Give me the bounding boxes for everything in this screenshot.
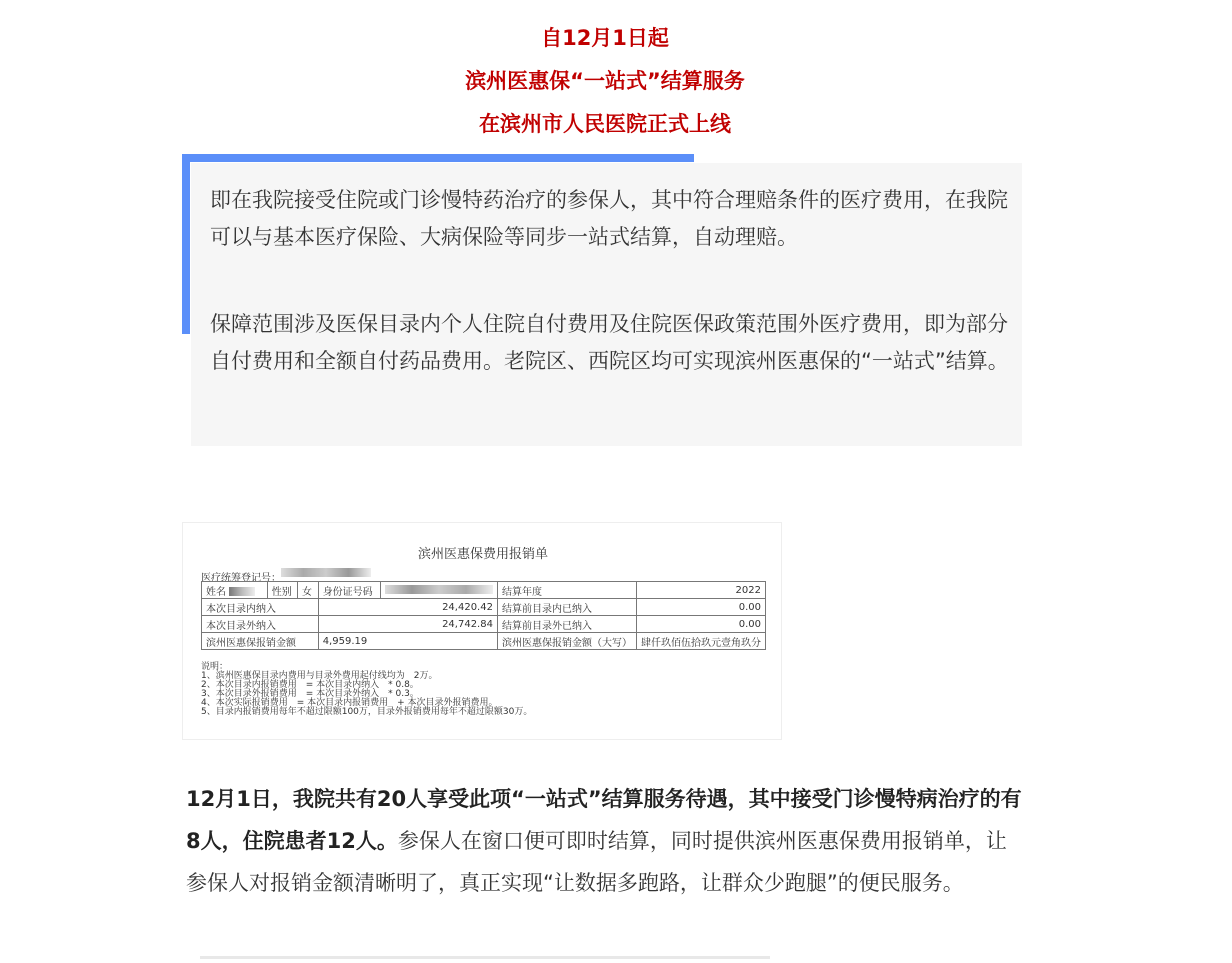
- receipt-cell-label: 结算前目录外已纳入: [497, 616, 636, 633]
- receipt-cell-label: 滨州医惠保报销金额（大写）: [497, 633, 636, 650]
- receipt-notes: [201, 663, 532, 717]
- receipt-cell-value: 24,742.84: [318, 616, 497, 633]
- receipt-name-label: 姓名: [206, 586, 226, 598]
- table-row: [202, 599, 766, 616]
- receipt-cell-label: 本次目录外纳入: [202, 616, 319, 633]
- receipt-gender-label: 性别: [267, 582, 297, 599]
- receipt-cell-value: 0.00: [637, 599, 766, 616]
- body-paragraph: [186, 778, 1026, 904]
- receipt-year-label: 结算年度: [497, 582, 636, 599]
- receipt-id-label: 身份证号码: [318, 582, 380, 599]
- receipt-image: [182, 522, 782, 740]
- receipt-id-redacted: [385, 585, 493, 594]
- receipt-note: 5、目录内报销费用每年不超过限额100万，目录外报销费用每年不超过限额30万。: [201, 707, 533, 717]
- body-normal-text: 参保人在窗口便可即时结算，同时提供滨州医惠保费用报销单，让参保人对报销金额清晰明了，真正实现“让数据多跑路，让群众少跑腿”的便民服务。: [186, 829, 1007, 895]
- receipt-cell-label: 滨州医惠保报销金额: [202, 633, 319, 650]
- body-bold-text: 12月1日，我院共有20人享受此项“一站式”结算服务待遇，其中接受门诊慢特病治疗的有8人，住院患者12人。: [186, 787, 1022, 853]
- receipt-cell-value: 0.00: [637, 616, 766, 633]
- table-row: [202, 616, 766, 633]
- table-row: [202, 633, 766, 650]
- headline-line-2: 滨州医惠保“一站式”结算服务: [465, 69, 745, 93]
- receipt-note: 4、本次实际报销费用 = 本次目录内报销费用 + 本次目录外报销费用。: [201, 698, 498, 708]
- receipt-note: 1、滨州医惠保目录内费用与目录外费用起付线均为 2万。: [201, 671, 438, 681]
- receipt-cell-label: 本次目录内纳入: [202, 599, 319, 616]
- receipt-note: 3、本次目录外报销费用 = 本次目录外纳入 * 0.3。: [201, 689, 419, 699]
- receipt-year: 2022: [637, 582, 766, 599]
- next-image-edge: [200, 956, 770, 959]
- quote-accent-left: [182, 154, 190, 334]
- receipt-gender: 女: [298, 582, 319, 599]
- headline-line-3: 在滨州市人民医院正式上线: [479, 112, 731, 136]
- receipt-cell-value: 4,959.19: [318, 633, 497, 650]
- receipt-reg-redacted: [281, 568, 371, 577]
- quote-accent-top: [182, 154, 694, 162]
- receipt-note: 2、本次目录内报销费用 = 本次目录内纳入 * 0.8。: [201, 680, 419, 690]
- receipt-cell-label: 结算前目录内已纳入: [497, 599, 636, 616]
- receipt-title: 滨州医惠保费用报销单: [417, 547, 548, 562]
- receipt-name-redacted: [229, 587, 255, 596]
- quote-paragraph-1: 即在我院接受住院或门诊慢特药治疗的参保人，其中符合理赔条件的医疗费用，在我院可以与基本医疗保险、大病保险等同步一站式结算，自动理赔。: [210, 188, 1008, 249]
- receipt-note: 说明：: [201, 662, 229, 672]
- table-row: [202, 582, 766, 599]
- headline-line-1: 自12月1日起: [541, 26, 669, 50]
- receipt-table: [201, 581, 766, 650]
- receipt-reg-label: 医疗统筹登记号：: [201, 573, 281, 584]
- receipt-cell-value: 肆仟玖佰伍拾玖元壹角玖分: [637, 633, 766, 650]
- receipt-cell-value: 24,420.42: [318, 599, 497, 616]
- quote-paragraph-2: 保障范围涉及医保目录内个人住院自付费用及住院医保政策范围外医疗费用，即为部分自付费用和全额自付药品费用。老院区、西院区均可实现滨州医惠保的“一站式”结算。: [210, 312, 1009, 373]
